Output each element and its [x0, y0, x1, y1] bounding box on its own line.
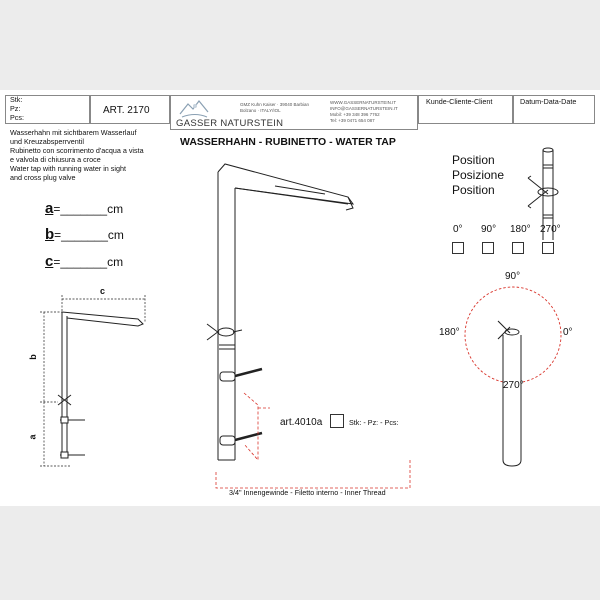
stk-label: Stk: — [10, 95, 23, 104]
date-label: Datum-Data-Date — [520, 97, 577, 106]
drawing-label-c: c — [100, 286, 106, 296]
company-web: WWW.GASSERNATURSTEIN.IT — [330, 100, 397, 105]
thread-note: 3/4" Innengewinde - Filetto interno - Inner Thread — [229, 488, 386, 497]
position-title-it: Posizione — [452, 168, 505, 182]
position-option-0-label: 0° — [453, 224, 463, 235]
drawing-label-b: b — [27, 354, 38, 360]
description-line-5: Water tap with running water in sight — [10, 164, 126, 173]
company-mobile: Mobil: +39 348 396 7762 — [330, 112, 380, 117]
company-email: INFO@GASSERNATURSTEIN.IT — [330, 106, 398, 111]
dimension-b-letter: b — [45, 226, 55, 243]
position-option-0-checkbox[interactable] — [452, 242, 464, 254]
position-circle-diagram — [465, 287, 561, 466]
description-line-4: e valvola di chiusura a croce — [10, 155, 101, 164]
accessory-qty-label: Stk: - Pz: - Pcs: — [349, 418, 399, 427]
company-tel: Tel: +39 0471 654 087 — [330, 118, 375, 123]
accessory-checkbox[interactable] — [330, 414, 344, 428]
circle-label-90: 90° — [505, 271, 521, 282]
dimension-a-letter: a — [45, 200, 54, 217]
description-line-2: und Kreuzabsperrventil — [10, 137, 84, 146]
circle-label-180: 180° — [439, 327, 460, 338]
drawing-label-a: a — [27, 434, 38, 440]
article-number: ART. 2170 — [103, 105, 150, 116]
position-option-270-checkbox[interactable] — [542, 242, 554, 254]
order-sheet — [0, 90, 600, 506]
dimension-c-field[interactable]: =_______cm — [53, 255, 124, 269]
description-line-1: Wasserhahn mit sichtbarem Wasserlauf — [10, 128, 137, 137]
thread-note-bracket — [216, 458, 410, 488]
position-title-en: Position — [452, 183, 495, 197]
circle-label-0: 0° — [563, 327, 573, 338]
document-title: WASSERHAHN - RUBINETTO - WATER TAP — [180, 136, 396, 148]
clamp-callout — [244, 393, 270, 460]
dimension-a-field[interactable]: =_______cm — [53, 202, 124, 216]
position-option-90-checkbox[interactable] — [482, 242, 494, 254]
position-title-de: Position — [452, 153, 495, 167]
accessory-code: art.4010a — [280, 417, 323, 428]
small-tap-drawing — [58, 312, 143, 458]
position-option-270-label: 270° — [540, 224, 561, 235]
dimension-c-letter: c — [45, 253, 54, 270]
pz-label: Pz: — [10, 104, 21, 113]
position-option-180-label: 180° — [510, 224, 531, 235]
position-option-180-checkbox[interactable] — [512, 242, 524, 254]
circle-label-270: 270° — [503, 380, 524, 391]
pcs-label: Pcs: — [10, 113, 24, 122]
company-name: GASSER NATURSTEIN — [176, 118, 284, 129]
company-address-2: Bolzano · ITALY/IOL — [240, 108, 281, 113]
dimension-b-field[interactable]: =_______cm — [54, 228, 124, 242]
position-option-90-label: 90° — [481, 224, 497, 235]
description-line-3: Rubinetto con scorrimento d'acqua a vista — [10, 146, 144, 155]
description-line-6: and cross plug valve — [10, 173, 76, 182]
client-label: Kunde-Cliente-Client — [426, 97, 493, 106]
company-address-1: GMZ Kuhn Kaiser · 39040 Barbian — [240, 102, 310, 107]
